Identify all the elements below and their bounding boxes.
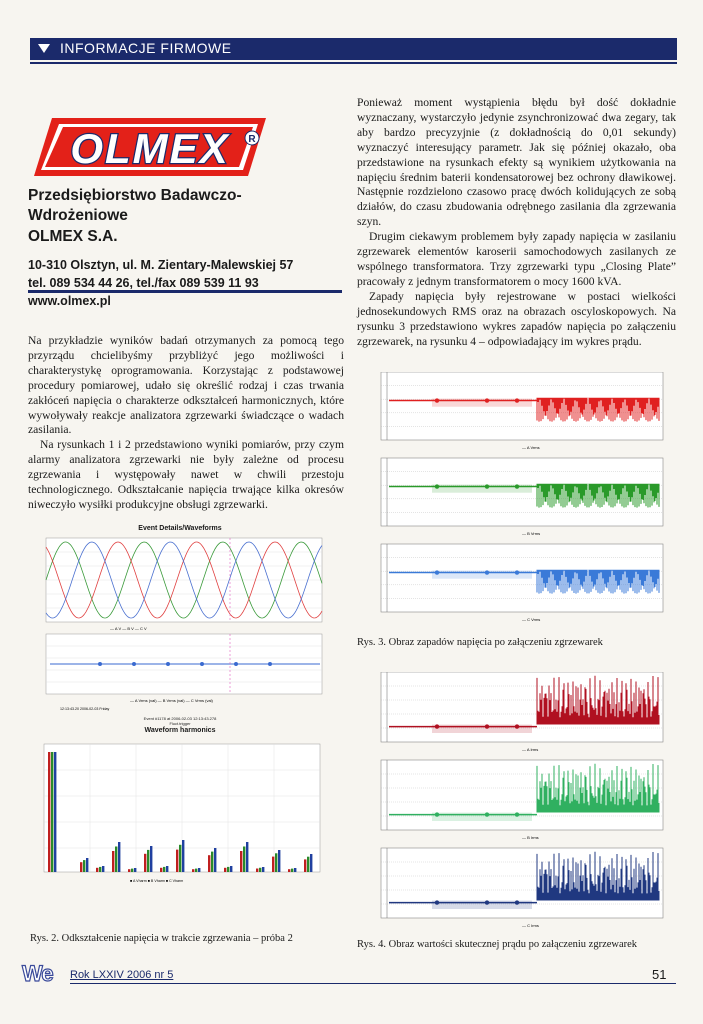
harmonic-bar	[307, 857, 309, 872]
figure-2	[30, 520, 330, 920]
harmonic-bar	[214, 848, 216, 872]
company-website[interactable]: www.olmex.pl	[28, 294, 111, 308]
fig2-caption: Rys. 2. Odkształcenie napięcia w trakcie zgrzewania – próba 2	[30, 933, 293, 944]
harmonic-bar	[294, 868, 296, 872]
fig2-time-left: 12:13:43.20 2006-02-03 Friday	[60, 707, 110, 711]
right-column-text	[357, 96, 676, 349]
harmonic-bar	[278, 850, 280, 872]
harmonic-bar	[51, 752, 53, 872]
fig3-caption: Rys. 3. Obraz zapadów napięcia po załączeniu zgrzewarek	[357, 637, 603, 648]
svg-text:OLMEX: OLMEX	[70, 125, 230, 172]
harmonic-bar	[182, 840, 184, 872]
figure-4	[357, 672, 667, 936]
harmonic-bar	[128, 869, 130, 872]
fig2-title-top: Event Details/Waveforms	[138, 525, 222, 532]
paragraph: Na przykładzie wyników badań otrzymanych za pomocą tego przyrządu chcielibyśmy przybliżyć jego możliwości i charakterystykę oprogramowania. Korzystając z podstawowej procedury pomiarowej, udało się określić rodzaj i czas trwania zakłóceń napięcia o charakterze odkształceń harmonicznych, które wywoływały reakcje analizatora zgrzewarki świadczące o wadach zasilania.	[28, 334, 344, 437]
harmonic-bar	[288, 869, 290, 872]
panel-legend: — A Irms	[522, 747, 539, 752]
harmonic-bar	[99, 867, 101, 872]
footer-rule	[70, 983, 676, 984]
section-header-band	[30, 38, 677, 60]
harmonic-bar	[179, 845, 181, 872]
harmonic-bar	[195, 869, 197, 872]
harmonic-bar	[198, 868, 200, 872]
harmonic-bar	[150, 846, 152, 872]
harmonic-bar	[246, 842, 248, 872]
harmonic-bar	[208, 855, 210, 872]
fig2-waveform-chart	[30, 534, 330, 720]
left-column-text	[28, 334, 344, 513]
olmex-logo	[32, 116, 268, 178]
panel-legend: — A Vrms	[522, 445, 540, 450]
harmonic-bar	[304, 859, 306, 872]
harmonic-bar	[163, 867, 165, 872]
company-name-line2: OLMEX S.A.	[28, 228, 118, 245]
harmonic-bar	[115, 847, 117, 873]
company-rule	[28, 290, 342, 293]
panel-legend: — B Vrms	[522, 531, 541, 536]
harmonic-bar	[227, 867, 229, 872]
paragraph: Drugim ciekawym problemem były zapady napięcia w zasilaniu zgrzewarek elementów karoserii samochodowych zasilanych ze wspólnego transformatora. Trzy zgrzewarki typu „Closing Plate” pracowały z jednym transformatorem o mocy 1600 kVA.	[357, 230, 676, 288]
panel-legend: — B Irms	[522, 835, 539, 840]
company-name-line1: Przedsiębiorstwo Badawczo-Wdrożeniowe	[28, 187, 242, 224]
harmonic-bar	[272, 857, 274, 872]
footer-issue: Rok LXXIV 2006 nr 5	[70, 969, 174, 981]
company-address: 10-310 Olsztyn, ul. M. Zientary-Malewskiej 57	[28, 258, 294, 272]
footer-logo: We	[22, 961, 53, 986]
paragraph: Ponieważ moment wystąpienia błędu był dość dokładnie wyznaczany, wystarczyło jedynie zsynchronizować dwa zegary, tak aby bardzo precyzyjnie (z dokładnością do 0,01 sekundy) wyznaczyć interesujący parametr. Jak się później okazało, oba przedstawione na rysunkach efekty są wynikiem użytkowania na napięciu średnim baterii kondensatorowej bez ochrony dławikowej. Następnie rozdzielono czasowo pracę dwóch kolidujących ze sobą działów, do czasu zbudowania odrębnego zasilania dla zgrzewania szyn.	[357, 96, 676, 229]
harmonic-bar	[192, 869, 194, 872]
harmonic-bar	[240, 851, 242, 872]
harmonic-bar	[176, 850, 178, 872]
harmonic-bar	[96, 868, 98, 872]
panel-legend: — C Irms	[522, 923, 539, 928]
svg-text:R: R	[248, 134, 256, 145]
harmonic-bar	[275, 853, 277, 872]
triangle-down-icon	[38, 44, 50, 53]
fig2-harmonics-chart	[30, 740, 330, 900]
fig2-legend-mid: — A Vrms (val) — B Vrms (val) — C Vrms (val)	[130, 698, 213, 703]
fig2-harmonics-legend: ■ A Vharm ■ B Vharm ■ C Vharm	[130, 879, 184, 883]
fig2-title-bottom: Waveform harmonics	[144, 727, 216, 734]
harmonic-bar	[83, 860, 85, 872]
company-phone: tel. 089 534 44 26, tel./fax 089 539 11 93	[28, 276, 259, 290]
harmonic-bar	[243, 847, 245, 873]
harmonic-bar	[224, 868, 226, 872]
harmonic-bar	[144, 854, 146, 872]
harmonic-bar	[291, 869, 293, 872]
harmonic-bar	[112, 851, 114, 872]
harmonic-bar	[80, 862, 82, 872]
paragraph: Zapady napięcia były rejestrowane w postaci wielkości jednosekundowych RMS oraz na obrazach oscyloskopowych. Na rysunku 3 przedstawiono wykres zapadów napięcia po załączeniu zgrzewarek, na rysunku 4 – odpowiadający im wykres prądu.	[357, 289, 676, 348]
header-rule	[30, 62, 677, 64]
harmonic-bar	[160, 868, 162, 872]
harmonic-bar	[262, 867, 264, 872]
page-number: 51	[652, 967, 667, 982]
fig4-caption: Rys. 4. Obraz wartości skutecznej prądu po załączeniu zgrzewarek	[357, 939, 638, 950]
section-title: INFORMACJE FIRMOWE	[60, 40, 232, 56]
harmonic-bar	[134, 868, 136, 872]
harmonic-bar	[131, 869, 133, 872]
figure-3	[357, 372, 667, 628]
harmonic-bar	[211, 852, 213, 872]
harmonic-bar	[230, 866, 232, 872]
fig2-legend-top: — A V — B V — C V	[110, 626, 147, 631]
harmonic-bar	[166, 866, 168, 872]
harmonic-bar	[310, 854, 312, 872]
harmonic-bar	[147, 850, 149, 872]
harmonic-bar	[102, 866, 104, 872]
panel-legend: — C Vrms	[522, 617, 541, 622]
harmonic-bar	[54, 752, 56, 872]
paragraph: Na rysunkach 1 i 2 przedstawiono wyniki pomiarów, przy czym alarmy analizatora zgrzewarki nie były zależne od procesu zgrzewania i występowały nawet w chwili przestoju technologicznego. Odkształcanie napięcia trwające kilka okresów niweczyło wysiłki produkcyjne obsługi zgrzewarki.	[28, 438, 344, 511]
harmonic-bar	[259, 868, 261, 872]
fig2-event-sub: Fluct.trigger	[169, 721, 191, 726]
fig2-event-line: Event #1178 at 2006-02-03 12:13:43.278	[143, 716, 217, 721]
harmonic-bar	[48, 752, 50, 872]
harmonic-bar	[86, 858, 88, 872]
harmonic-bar	[256, 869, 258, 873]
harmonic-bar	[118, 842, 120, 872]
